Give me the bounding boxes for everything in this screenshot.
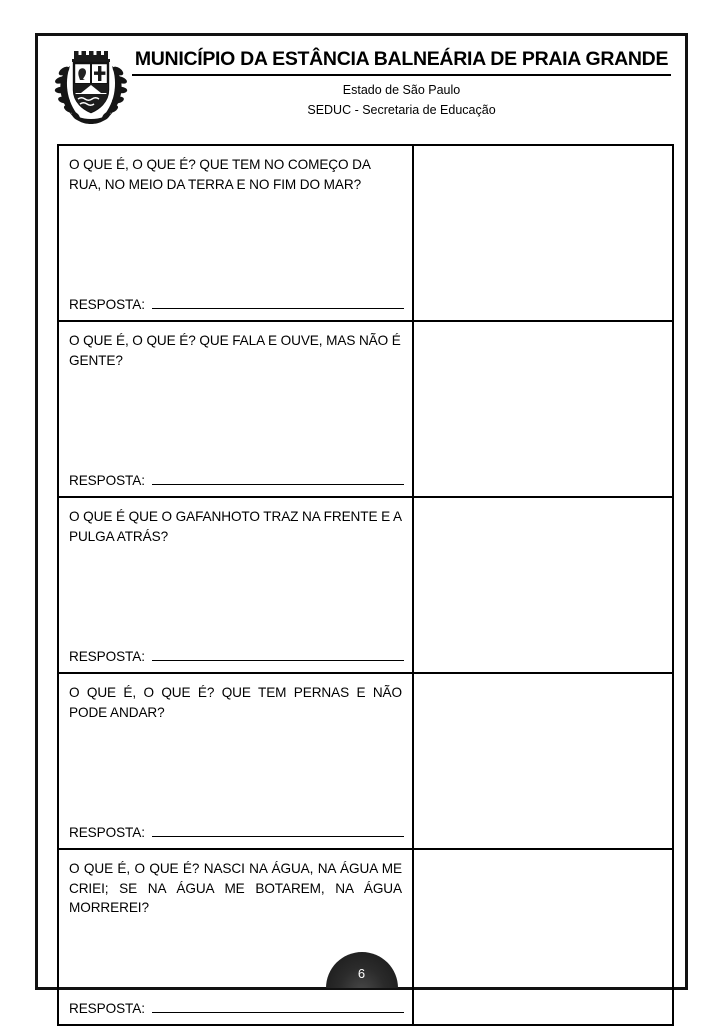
table-row	[58, 145, 673, 321]
answer-input-2[interactable]	[152, 473, 404, 485]
answer-label-4: RESPOSTA:	[69, 825, 145, 840]
table-row	[58, 497, 673, 673]
drawing-cell-5[interactable]	[413, 849, 673, 1025]
answer-input-3[interactable]	[152, 649, 404, 661]
answer-row-2	[69, 473, 404, 488]
drawing-cell-4[interactable]	[413, 673, 673, 849]
question-cell-1	[58, 145, 413, 321]
answer-label-2: RESPOSTA:	[69, 473, 145, 488]
answer-input-1[interactable]	[152, 297, 404, 309]
question-cell-3	[58, 497, 413, 673]
question-text-5: O QUE É, O QUE É? NASCI NA ÁGUA, NA ÁGUA ME CRIEI; SE NA ÁGUA ME BOTAREM, NA ÁGUA MORREREI?	[69, 861, 402, 916]
answer-input-5[interactable]	[152, 1001, 404, 1013]
subtitle-state: Estado de São Paulo	[342, 82, 461, 97]
question-cell-4	[58, 673, 413, 849]
answer-row-4	[69, 825, 404, 840]
drawing-cell-3[interactable]	[413, 497, 673, 673]
document-header	[38, 36, 685, 126]
page-frame	[35, 33, 688, 1016]
drawing-cell-2[interactable]	[413, 321, 673, 497]
page-number-badge: 6	[326, 952, 398, 988]
question-text-4: O QUE É, O QUE É? QUE TEM PERNAS E NÃO PODE ANDAR?	[69, 685, 402, 720]
drawing-cell-1[interactable]	[413, 145, 673, 321]
answer-input-4[interactable]	[152, 825, 404, 837]
question-cell-5	[58, 849, 413, 1025]
question-text-3: O QUE É QUE O GAFANHOTO TRAZ NA FRENTE E A PULGA ATRÁS?	[69, 509, 402, 544]
table-row	[58, 849, 673, 1025]
riddle-table-body	[58, 145, 673, 1025]
question-text-2: O QUE É, O QUE É? QUE FALA E OUVE, MAS NÃO É GENTE?	[69, 333, 401, 368]
question-cell-2	[58, 321, 413, 497]
subtitle-department: SEDUC - Secretaria de Educação	[307, 102, 496, 117]
answer-label-3: RESPOSTA:	[69, 649, 145, 664]
table-row	[58, 321, 673, 497]
answer-row-5	[69, 1001, 404, 1016]
answer-row-3	[69, 649, 404, 664]
answer-row-1	[69, 297, 404, 312]
page-title: MUNICÍPIO DA ESTÂNCIA BALNEÁRIA DE PRAIA GRANDE	[132, 49, 671, 76]
riddle-table	[57, 144, 674, 1026]
answer-label-1: RESPOSTA:	[69, 297, 145, 312]
question-text-1: O QUE É, O QUE É? QUE TEM NO COMEÇO DA RUA, NO MEIO DA TERRA E NO FIM DO MAR?	[69, 157, 371, 192]
answer-label-5: RESPOSTA:	[69, 1001, 145, 1016]
coat-of-arms-icon	[50, 46, 132, 126]
header-text-block	[132, 44, 675, 119]
table-row	[58, 673, 673, 849]
